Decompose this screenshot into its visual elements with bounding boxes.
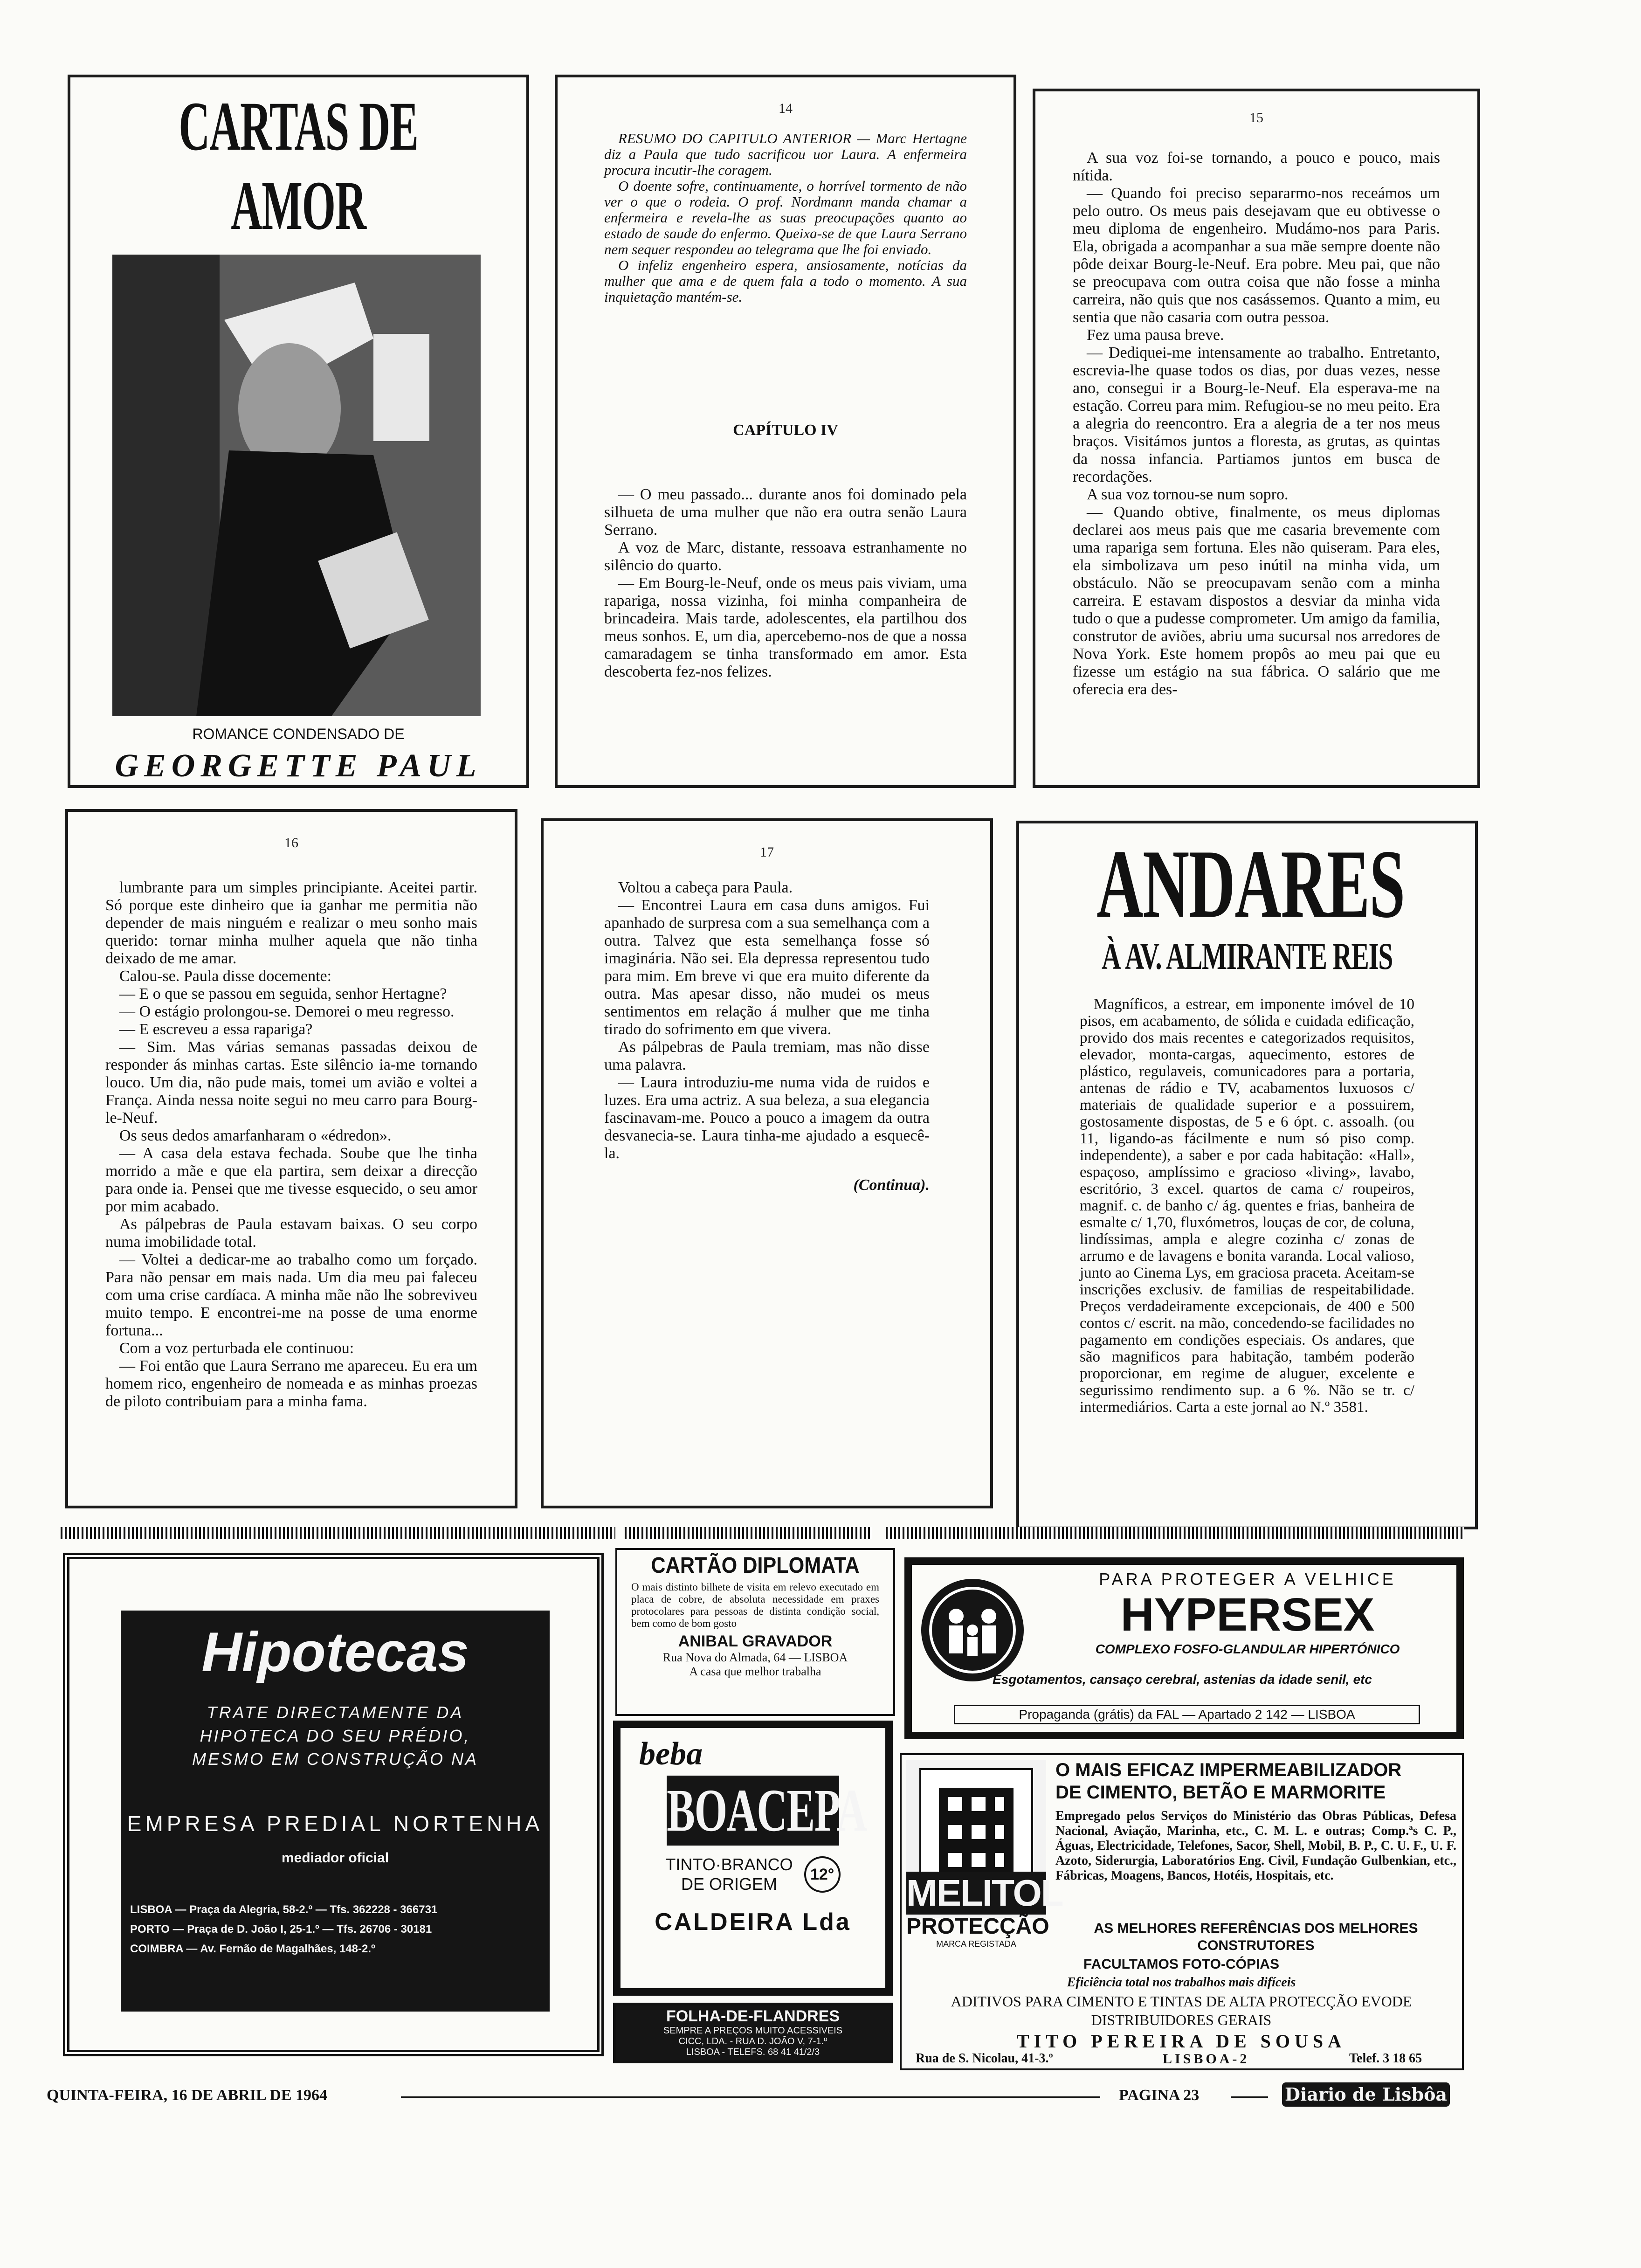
story-paragraph: Voltou a cabeça para Paula. (618, 879, 793, 896)
folha-de-flandres-ad (613, 2003, 893, 2063)
boacepa-origin-row (621, 1855, 885, 1894)
melitol-head: O MAIS EFICAZ IMPERMEABILIZADOR (1055, 1760, 1402, 1780)
hipotecas-block (121, 1611, 550, 2012)
melitol-ad (900, 1753, 1464, 2070)
nurse-photo (112, 255, 481, 716)
footer-rule (401, 2096, 1100, 2098)
hipotecas-line: MESMO EM CONSTRUÇÃO NA (192, 1749, 479, 1769)
hipotecas-address: PORTO — Praça de D. João I, 25-1.º — Tfs. 26706 - 30181 (130, 1923, 432, 1936)
boacepa-beba: beba (639, 1736, 703, 1772)
cartao-title: CARTÃO DIPLOMATA (651, 1553, 860, 1578)
hipotecas-line: TRATE DIRECTAMENTE DA (207, 1703, 464, 1722)
story-paragraph: A sua voz foi-se tornando, a pouco e pouco, mais nítida. (1073, 149, 1440, 184)
cartao-diplomata-ad (615, 1548, 895, 1716)
story-paragraph: — Dediquei-me intensamente ao trabalho. Entretanto, escrevia-lhe quase todos os dias, por duas vezes, nesse ano, consegui ir a Bourg-le-Neuf. Ela esperava-me na estação. Correu para mim. Refugiou-se no meu peito. Era a alegria do reencontro. Era a alegria de a ter nos meus braços. Visitámos juntos a floresta, as grutas, as quintas da nossa infancia. Partiamos juntos em busca de recordações. (1073, 344, 1440, 485)
hypersex-footer: Propaganda (grátis) da FAL — Apartado 2 142 — LISBOA (954, 1705, 1420, 1724)
story-paragraph: — E o que se passou em seguida, senhor Hertagne? (119, 985, 447, 1003)
resumo-paragraph: O doente sofre, continuamente, o horrível tormento de não ver o que o rodeia. O prof. Nordmann manda chamar a enfermeira e revela-lhe as suas preocupações quanto ao estado de saude do enfermo. Queixa-se de que Laura Serrano nem sequer respondeu ao telegrama que lhe foi enviado. (604, 178, 967, 257)
story-text (1035, 149, 1477, 698)
family-icon (921, 1579, 1024, 1681)
melitol-address: Rua de S. Nicolau, 41-3.º (916, 2051, 1053, 2066)
hypersex-sub: COMPLEXO FOSFO-GLANDULAR HIPERTÓNICO (1095, 1642, 1400, 1656)
story-paragraph: — Laura introduziu-me numa vida de ruidos e luzes. Era uma actriz. A sua beleza, a sua elegancia fascinavam-me. Pouco a pouco a imagem da outra desvanecia-se. Laura tinha-me ajudado a esquecê-la. (604, 1074, 930, 1162)
footer-paper: Diario de Lisbôa (1282, 2082, 1450, 2107)
story-paragraph: As pálpebras de Paula tremiam, mas não disse uma palavra. (604, 1038, 930, 1073)
page-number: 16 (284, 835, 298, 850)
folha-line: LISBOA - TELEFS. 68 41 41/2/3 (686, 2047, 820, 2057)
romance-line: ROMANCE CONDENSADO DE (192, 726, 405, 742)
story-paragraph: — Em Bourg-le-Neuf, onde os meus pais viviam, uma rapariga, nossa vizinha, foi minha companheira de brincadeira. Mais tarde, adolescentes, ela partilhou dos meus sonhos. E, um dia, apercebemo-nos de que a nossa camaradagem se tinha transformado em amor. Esta descoberta fez-nos felizes. (604, 574, 967, 680)
page-number: 14 (779, 101, 793, 116)
story-page-14 (555, 75, 1016, 788)
serial-author: GEORGETTE PAUL (115, 748, 482, 784)
story-paragraph: Calou-se. Paula disse docemente: (119, 968, 332, 985)
melitol-efic: Eficiência total nos trabalhos mais difíceis (1067, 1975, 1296, 1990)
story-paragraph: lumbrante para um simples principiante. Aceitei partir. Só porque este dinheiro que ia ganhar me permitia não depender de mais ninguém e realizar o meu sonho mais querido: tornar minha mulher aquela que não tinha deixado de me amar. (105, 879, 477, 967)
melitol-city: LISBOA-2 (1163, 2051, 1250, 2067)
continua-note: (Continua). (853, 1176, 930, 1194)
story-paragraph: A sua voz tornou-se num sopro. (1087, 486, 1289, 503)
melitol-company: TITO PEREIRA DE SOUSA (1016, 2031, 1346, 2052)
story-paragraph: Com a voz perturbada ele continuou: (119, 1340, 354, 1357)
folha-line: CICC, LDA. - RUA D. JOÃO V, 7-1.º (678, 2036, 827, 2047)
story-paragraph: — E escreveu a essa rapariga? (119, 1021, 313, 1038)
story-paragraph: — Voltei a dedicar-me ao trabalho como um forçado. Para não pensar em mais nada. Um dia meu pai faleceu com uma crise cardíaca. A minha mãe não lhe sobreviveu muito tempo. E encontrei-me na posse de uma enorme fortuna... (105, 1251, 477, 1339)
story-text (544, 879, 990, 1194)
story-text (68, 879, 515, 1411)
story-paragraph: — O meu passado... durante anos foi dominado pela silhueta de uma mulher que não era outra senão Laura Serrano. (604, 486, 967, 539)
story-paragraph: — O estágio prolongou-se. Demorei o meu regresso. (119, 1003, 455, 1020)
hipotecas-address: LISBOA — Praça da Alegria, 58-2.º — Tfs. 362228 - 366731 (130, 1903, 438, 1916)
boacepa-line: TINTO·BRANCO (665, 1855, 793, 1874)
hipotecas-title: Hipotecas (201, 1621, 469, 1683)
boacepa-brand: BOACEPA (667, 1776, 839, 1846)
cartao-name: ANIBAL GRAVADOR (678, 1632, 833, 1650)
story-page-15 (1033, 89, 1480, 788)
page-number: 15 (1249, 110, 1263, 125)
resumo-paragraph: RESUMO DO CAPITULO ANTERIOR — Marc Hertagne diz a Paula que tudo sacrificou uor Laura. A enfermeira procura incutir-lhe coragem. (604, 130, 967, 178)
serial-title-panel (68, 75, 529, 788)
hipotecas-mediador: mediador oficial (281, 1850, 389, 1866)
boacepa-ad (613, 1721, 893, 1996)
resumo-paragraph: O infeliz engenheiro espera, ansiosamente, notícias da mulher que ama e de quem fala a todo o momento. A sua inquietação mantém-se. (604, 257, 967, 305)
page-number: 17 (760, 844, 774, 860)
melitol-refs: AS MELHORES REFERÊNCIAS DOS MELHORES (1094, 1921, 1418, 1936)
hipotecas-line: HIPOTECA DO SEU PRÉDIO, (200, 1726, 471, 1745)
footer-rule (1231, 2096, 1268, 2098)
story-paragraph: Fez uma pausa breve. (1087, 326, 1224, 344)
chapter-heading: CAPÍTULO IV (733, 422, 838, 439)
cartao-address: Rua Nova do Almada, 64 — LISBOA (662, 1651, 848, 1664)
melitol-aditivos: ADITIVOS PARA CIMENTO E TINTAS DE ALTA PROTECÇÃO EVODE (951, 1993, 1412, 2010)
boacepa-maker: CALDEIRA Lda (655, 1908, 851, 1936)
story-paragraph: — Sim. Mas várias semanas passadas deixou de responder ás minhas cartas. Este silêncio ia-me tornando louco. Um dia, não pude mais, tomei um avião e voltei a França. Ainda nessa noite segui no meu carro para Bourg-le-Neuf. (105, 1038, 477, 1127)
story-paragraph: — Quando foi preciso separarmo-nos receámos um pelo outro. Os meus pais desejavam que eu obtivesse o meu diploma de engenheiro. Mudámo-nos para Paris. Ela, obrigada a acompanhar a sua mãe sempre doente não pôde deixar Bourg-le-Neuf. Era pobre. Meu pai, que não se preocupava com outra coisa que não fosse a minha carreira, não quis que nos casássemos. Quanto a mim, eu sentia que não casaria com outra pessoa. (1073, 185, 1440, 326)
story-page-16 (65, 809, 517, 1508)
story-paragraph: — Foi então que Laura Serrano me apareceu. Eu era um homem rico, engenheiro de nomeada e as minhas proezas de piloto contribuiam para a minha fama. (105, 1357, 477, 1410)
andares-subtitle: À AV. ALMIRANTE REIS (1102, 935, 1393, 977)
serial-title: CARTAS DE AMOR (179, 88, 418, 244)
separator-rule (625, 1527, 872, 1539)
hypersex-logo (921, 1579, 1024, 1681)
hipotecas-address: COIMBRA — Av. Fernão de Magalhães, 148-2.º (130, 1943, 375, 1955)
melitol-head: DE CIMENTO, BETÃO E MARMORITE (1055, 1782, 1386, 1803)
hypersex-top: PARA PROTEGER A VELHICE (1099, 1570, 1396, 1589)
andares-paragraph: Magníficos, a estrear, em imponente imóvel de 10 pisos, em acabamento, de sólida e cuidada edificação, provido dos mais recentes e categorizados requisitos, elevador, monta-cargas, aquecimento, estores de plástico, regulaveis, comunicadores para a portaria, antenas de rádio e TV, acabamentos luxuosos c/ materiais de qualidade superior e a possuirem, gostosamente dispostas, de 5 e 6 ópt. c. assoalh. (ou 11, ligando-as fácilmente e num só piso comp. independente), a saber e por cada habitação: «Hall», espaçoso, amplíssimo e gracioso «living», lavabo, escritório, 3 excel. quartos de cama c/ roupeiros, magnif. c. de banho c/ ág. quentes e frias, banheira de esmalte c/ 1,70, fluxómetros, louças de cor, de coluna, lindíssimas, ampla e alegre cozinha c/ zonas de arrumo e de lavagens e bonita varanda. Local valioso, junto ao Cinema Lys, em graciosa praceta. Aceitam-se inscrições exclusiv. de familias de respeitabilidade. Preços verdadeiramente excepcionais, de 400 e 500 contos c/ escrit. na mão, concedendo-se facilidades no pagamento em condições especiais. Os andares, que são magnificos para habitação, também poderão proporcionar, em regime de aluguer, excelente e segurissimo rendimento sup. a 6 %. Não se tr. c/ intermediários. Carta a este jornal ao N.º 3581. (1080, 996, 1414, 1416)
boacepa-line: DE ORIGEM (681, 1874, 777, 1894)
resumo-block (558, 131, 1014, 305)
story-paragraph: Os seus dedos amarfanharam o «édredon». (119, 1127, 392, 1144)
melitol-tel: Telef. 3 18 65 (1349, 2051, 1422, 2066)
melitol-protec: PROTECÇÃO (906, 1914, 1049, 1939)
footer-date: QUINTA-FEIRA, 16 DE ABRIL DE 1964 (47, 2087, 328, 2104)
story-paragraph: — Encontrei Laura em casa duns amigos. Fui apanhado de surpresa com a sua semelhança com a outra. Talvez que esta semelhança fosse só imaginária. Não sei. Ela depressa representou tudo para mim. Em breve vi que era muito diferente da outra. Mas apesar disso, não mudei os meus sentimentos em relação á mulher que me tinha tirado do sofrimento em que vivera. (604, 897, 930, 1038)
hypersex-uses: Esgotamentos, cansaço cerebral, astenias da idade senil, etc (993, 1672, 1372, 1687)
story-page-17 (541, 818, 993, 1508)
andares-ad (1016, 821, 1478, 1529)
story-paragraph: As pálpebras de Paula estavam baixas. O seu corpo numa imobilidade total. (105, 1216, 477, 1251)
hipotecas-ad (63, 1553, 604, 2056)
melitol-refs: CONSTRUTORES (1197, 1938, 1315, 1953)
hypersex-ad (904, 1557, 1464, 1739)
separator-rule (61, 1527, 615, 1539)
folha-title: FOLHA-DE-FLANDRES (666, 2007, 840, 2025)
andares-body (1019, 996, 1475, 1416)
cartao-body: O mais distinto bilhete de visita em relevo executado em placa de cobre, de absoluta necessidade em praxes protocolares para pessoas de distinta condição social, bem como de bom gosto (631, 1581, 879, 1629)
melitol-marca: MARCA REGISTADA (936, 1939, 1016, 1949)
story-text (558, 486, 1014, 681)
story-paragraph: — A casa dela estava fechada. Soube que lhe tinha morrido a mãe e que ela partira, sem deixar a direcção para onde ia. Pensei que me tivesse esquecido, o seu amor por mim acabado. (105, 1145, 477, 1215)
hipotecas-company: EMPRESA PREDIAL NORTENHA (127, 1812, 544, 1836)
folha-line: SEMPRE A PREÇOS MUITO ACESSIVEIS (663, 2026, 843, 2036)
hypersex-brand: HYPERSEX (1120, 1589, 1375, 1641)
melitol-facul: FACULTAMOS FOTO-CÓPIAS (1083, 1957, 1279, 1972)
boacepa-degree: 12° (804, 1856, 841, 1893)
melitol-distrib: DISTRIBUIDORES GERAIS (1091, 2012, 1272, 2028)
andares-title: ANDARES (1096, 830, 1405, 938)
nurse-illustration (112, 255, 481, 716)
melitol-brand: MELITOL (906, 1872, 1063, 1914)
cartao-slogan: A casa que melhor trabalha (689, 1665, 821, 1678)
story-paragraph: — Quando obtive, finalmente, os meus diplomas declarei aos meus pais que me casaria brevemente com uma rapariga sem fortuna. Eles não quiseram. Para eles, ela simbolizava um peso inútil na minha vida, um obstáculo. Não se preocupavam senão com a minha carreira. E estavam dispostos a desviar da minha vida tudo o que a pudesse comprometer. Um amigo da familia, construtor de aviões, abriu uma sucursal nos arredores de Nova York. Este homem propôs ao meu pai que eu fizesse um estágio na sua fábrica. O salário que me oferecia era des- (1073, 504, 1440, 698)
separator-rule (886, 1527, 1464, 1539)
footer-page: PAGINA 23 (1119, 2087, 1200, 2104)
story-paragraph: A voz de Marc, distante, ressoava estranhamente no silêncio do quarto. (604, 539, 967, 574)
melitol-body: Empregado pelos Serviços do Ministério das Obras Públicas, Defesa Nacional, Aviação, Marinha, etc., C. M. L. e outras; Comp.ªs C. P., Águas, Electricidade, Telefones, Sacor, Shell, Mobil, B. P., C. U. F., U. F. Azoto, Siderurgia, Laboratórios Eng. Civil, Fundação Gulbenkian, etc., Fábricas, Moagens, Bancos, Hotéis, Hospitais, etc. (1055, 1809, 1456, 1883)
